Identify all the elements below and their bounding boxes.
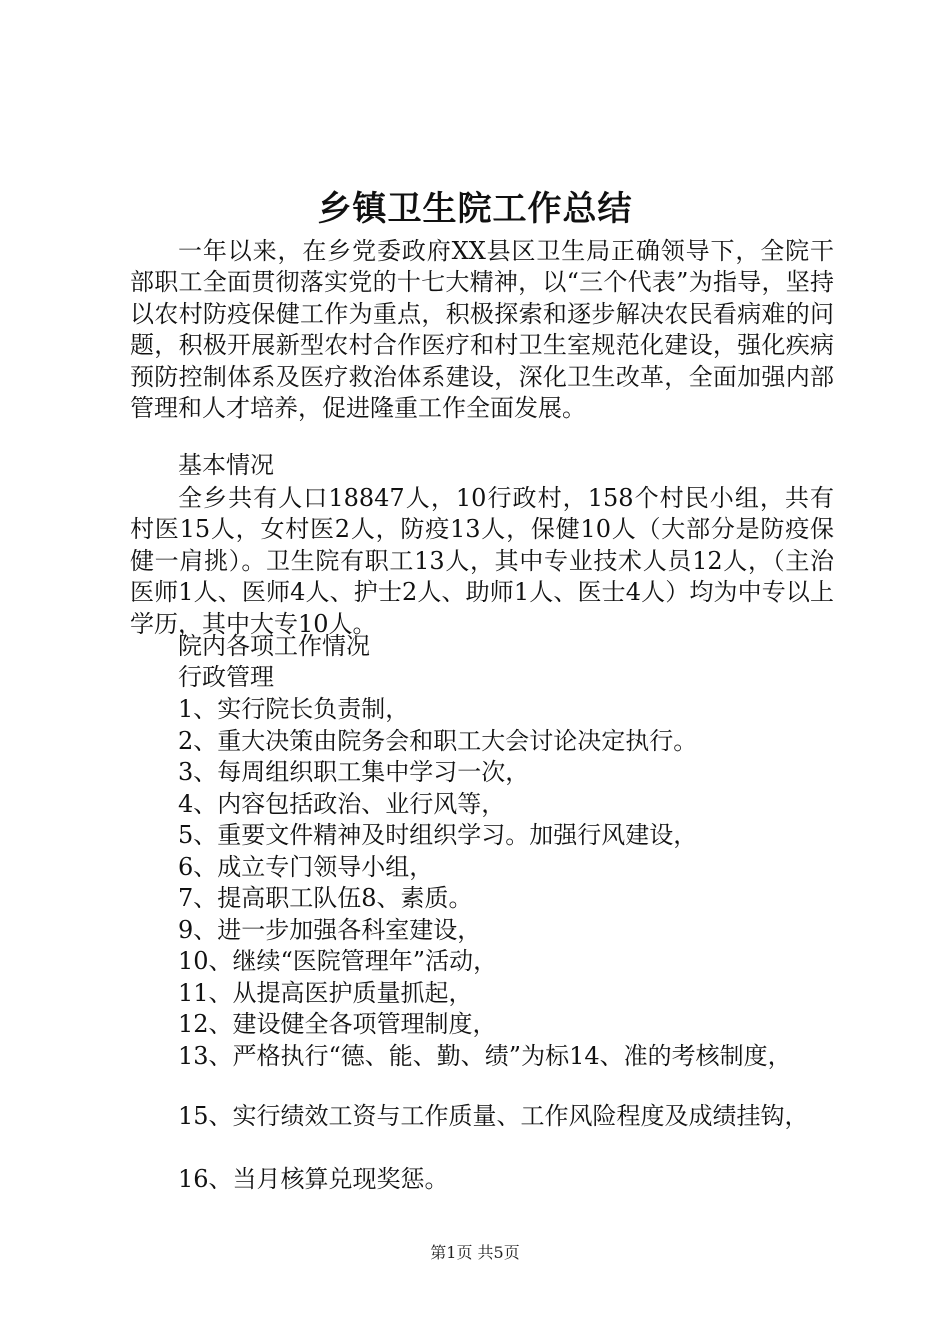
section-heading-admin: 行政管理 [178, 663, 274, 691]
list-item: 3、每周组织职工集中学习一次， [178, 758, 530, 786]
page-footer: 第1页 共5页 [430, 1243, 520, 1262]
list-item: 13、严格执行“德、能、勤、绩”为标14、准的考核制度， [178, 1042, 792, 1070]
list-item: 7、提高职工队伍8、素质。 [178, 884, 473, 912]
list-item: 15、实行绩效工资与工作质量、工作风险程度及成绩挂钩， [178, 1102, 809, 1130]
page-title: 乡镇卫生院工作总结 [317, 189, 633, 229]
basic-info-paragraph: 全乡共有人口18847人，10行政村，158个村民小组，共有村医15人，女村医2人，防疫13人，保健10人（大部分是防疫保健一肩挑）。卫生院有职工13人，其中专业技术人员12人，（主治医师1人、医师4人、护士2人、助师1人、医士4人）均为中专以上学历，其中大专10人。 [130, 484, 834, 638]
list-item: 16、当月核算兑现奖惩。 [178, 1165, 449, 1193]
list-item: 9、进一步加强各科室建设， [178, 916, 482, 944]
list-item: 1、实行院长负责制， [178, 695, 410, 723]
section-heading-work: 院内各项工作情况 [178, 632, 370, 660]
list-item: 11、从提高医护质量抓起， [178, 979, 473, 1007]
intro-paragraph: 一年以来，在乡党委政府XX县区卫生局正确领导下，全院干部职工全面贯彻落实党的十七大精神，以“三个代表”为指导，坚持以农村防疫保健工作为重点，积极探索和逐步解决农民看病难的问题，积极开展新型农村合作医疗和村卫生室规范化建设，强化疾病预防控制体系及医疗救治体系建设，深化卫生改革，全面加强内部管理和人才培养，促进隆重工作全面发展。 [130, 237, 834, 423]
list-item: 10、继续“医院管理年”活动， [178, 947, 498, 975]
list-item: 5、重要文件精神及时组织学习。加强行风建设， [178, 821, 698, 849]
list-item: 2、重大决策由院务会和职工大会讨论决定执行。 [178, 727, 698, 755]
list-item: 12、建设健全各项管理制度， [178, 1010, 497, 1038]
section-heading-basic: 基本情况 [178, 451, 274, 479]
list-item: 6、成立专门领导小组， [178, 853, 434, 881]
list-item: 4、内容包括政治、业行风等， [178, 790, 506, 818]
